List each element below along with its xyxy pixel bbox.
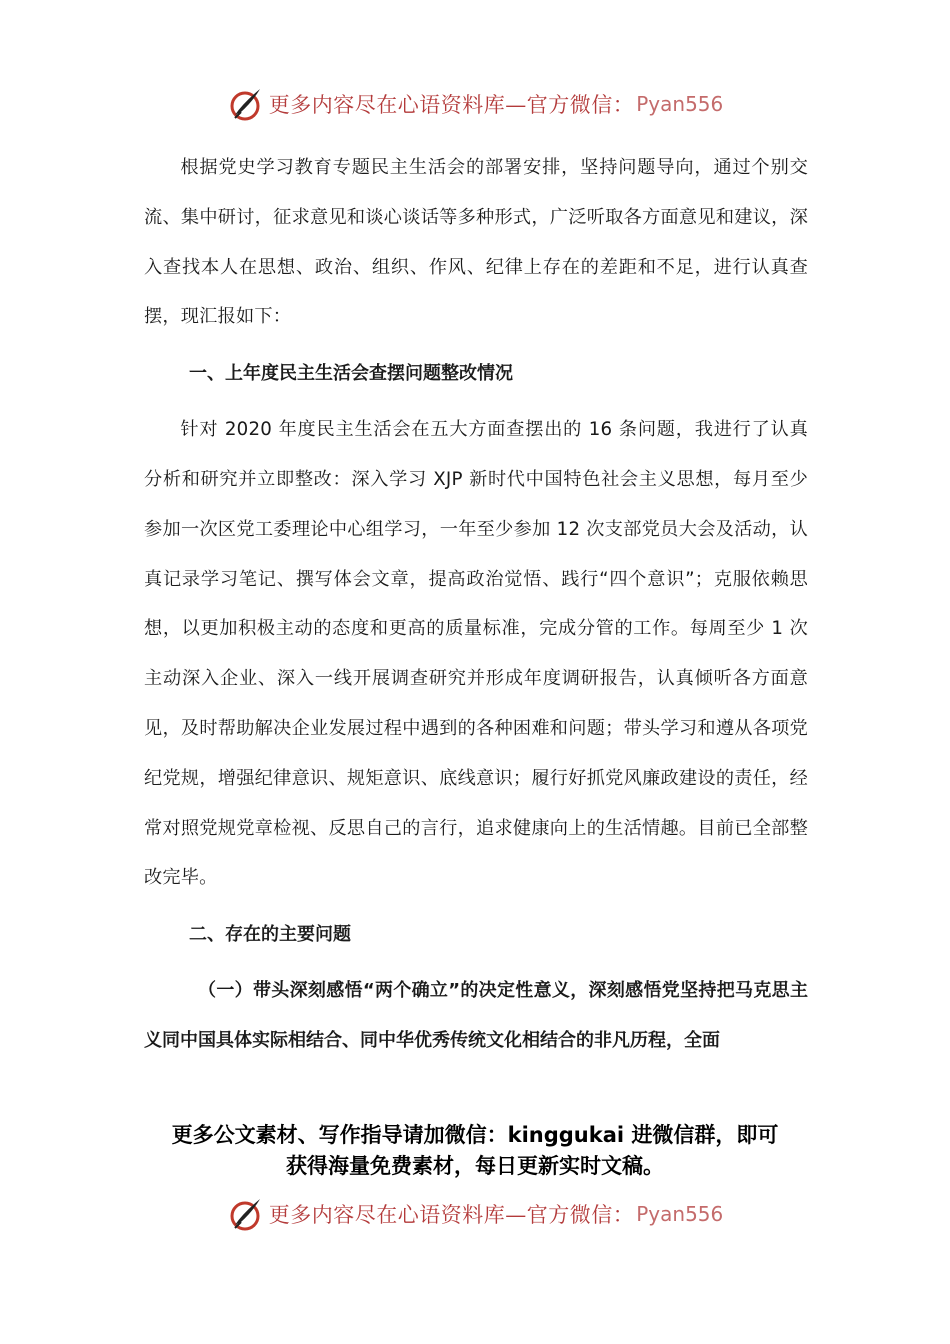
document-body	[144, 143, 808, 1066]
banner-wechat-id: Pyan556	[636, 1202, 724, 1226]
notice-line-2: 获得海量免费素材，每日更新实时文稿。	[286, 1154, 664, 1178]
banner-text: 更多内容尽在心语资料库—官方微信：	[268, 93, 635, 117]
section1-paragraph: 针对 2020 年度民主生活会在五大方面查摆出的 16 条问题，我进行了认真分析和研究并立即整改：深入学习 XJP 新时代中国特色社会主义思想，每月至少参加一次区党工委理论中心组学习，一年至少参加 12 次支部党员大会及活动，认真记录学习笔记、撰写体会文章，提高政治觉悟、践行“四个意识”；克服依赖思想，以更加积极主动的态度和更高的质量标准，完成分管的工作。每周至少 1 次主动深入企业、深入一线开展调查研究并形成年度调研报告，认真倾听各方面意见，及时帮助解决企业发展过程中遇到的各种困难和问题；带头学习和遵从各项党纪党规，增强纪律意识、规矩意识、底线意识；履行好抓党风廉政建设的责任，经常对照党规党章检视、反思自己的言行，追求健康向上的生活情趣。目前已全部整改完毕。	[144, 419, 808, 889]
quill-logo-icon	[227, 85, 265, 123]
section1-heading: 一、上年度民主生活会查摆问题整改情况	[189, 363, 513, 385]
banner-text: 更多内容尽在心语资料库—官方微信：	[268, 1203, 635, 1227]
section2-subheading: （一）带头深刻感悟“两个确立”的决定性意义，深刻感悟党坚持把马克思主义同中国具体实际相结合、同中华优秀传统文化相结合的非凡历程，全面	[144, 980, 808, 1051]
header-banner	[0, 82, 950, 126]
notice-line-1: 更多公文素材、写作指导请加微信：kinggukai 进微信群，即可	[171, 1123, 779, 1147]
section2-heading: 二、存在的主要问题	[189, 924, 351, 946]
promo-notice	[0, 1120, 950, 1182]
intro-paragraph: 根据党史学习教育专题民主生活会的部署安排，坚持问题导向，通过个别交流、集中研讨，征求意见和谈心谈话等多种形式，广泛听取各方面意见和建议，深入查找本人在思想、政治、组织、作风、纪律上存在的差距和不足，进行认真查摆，现汇报如下：	[144, 157, 808, 328]
quill-logo-icon	[227, 1195, 265, 1233]
footer-banner	[0, 1192, 950, 1236]
banner-wechat-id: Pyan556	[636, 92, 724, 116]
